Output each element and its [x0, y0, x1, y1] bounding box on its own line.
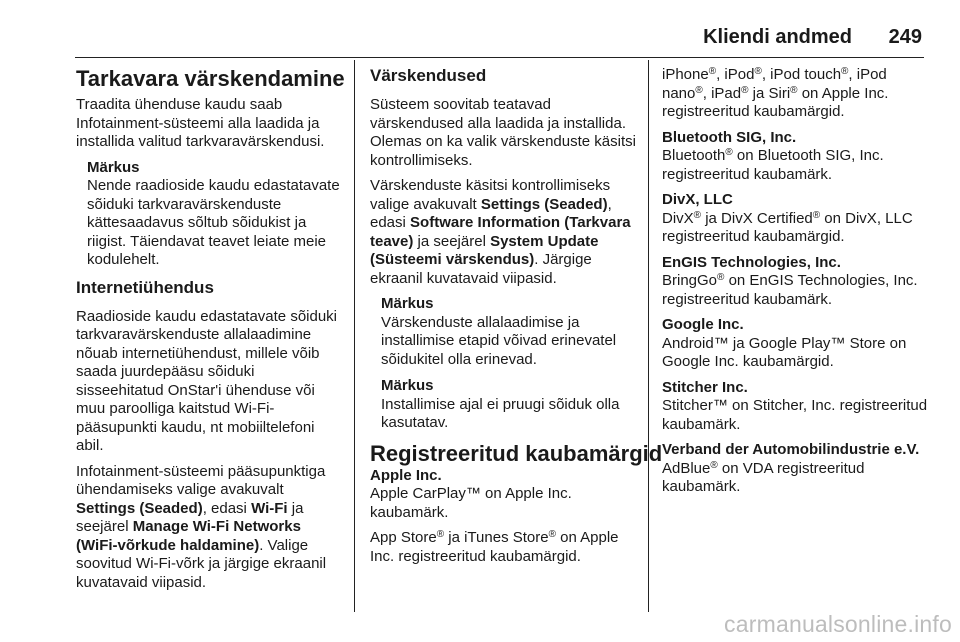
- text: ja seejärel: [76, 499, 304, 535]
- menu-path-wifi: Wi-Fi: [251, 499, 288, 517]
- brand-title-bluetooth: Bluetooth SIG, Inc.: [662, 128, 797, 146]
- internet-paragraph: Raadioside kaudu edastatavate sõiduki tarkvaravärskenduste allalaadimine nõuab internetiühendust, millele võib saada juurdepääsu sõiduki sisseehitatud OnStar'i ühenduse või muu paroolliga kaitstud Wi-Fi-pääsupunkti kaudu, nt mobiiltelefoni abil.: [76, 307, 338, 454]
- text: on EnGIS Technologies, Inc. registreeritud kaubamärk.: [662, 272, 918, 308]
- divx-text: [662, 210, 930, 247]
- reg-mark: ®: [717, 272, 725, 283]
- engis-text: [662, 272, 930, 309]
- header-rule: [75, 57, 924, 58]
- column-divider-2: [648, 60, 649, 612]
- vda-text: [662, 460, 930, 497]
- section-title-trademarks: Registreeritud kaubamärgid: [370, 440, 663, 466]
- brand-title-google: Google Inc.: [662, 316, 744, 333]
- subsection-title-updates: Värskendused: [370, 66, 487, 85]
- reg-mark: ®: [812, 209, 821, 221]
- brand-block-vda: [662, 441, 930, 497]
- text: Bluetooth: [662, 147, 726, 164]
- text: AdBlue: [662, 459, 711, 477]
- bluetooth-text: [662, 147, 930, 184]
- page-number: 249: [888, 26, 922, 48]
- text: , iPod nano: [662, 66, 887, 102]
- text: , iPad: [702, 84, 742, 102]
- text: iPhone: [662, 66, 709, 83]
- stitcher-text: Stitcher™ on Stitcher, Inc. registreeritud kaubamärk.: [662, 397, 928, 433]
- reg-mark: ®: [693, 209, 702, 221]
- reg-mark: ®: [754, 66, 762, 77]
- reg-mark: ®: [841, 66, 849, 77]
- text: . Järgige ekraanil kuvatavaid viipasid.: [370, 251, 592, 287]
- updates-paragraph: Süsteem soovitab teatavad värskendused alla laadida ja installida. Olemas on ka valik värskenduste käsitsi kontrollimiseks.: [370, 96, 636, 169]
- note-label: Märkus: [381, 295, 434, 312]
- header-title: Kliendi andmed: [703, 26, 852, 48]
- text: Värskenduste käsitsi kontrollimiseks valige avakuvalt: [370, 177, 611, 213]
- brand-block-engis: [662, 254, 930, 310]
- reg-mark: ®: [708, 66, 717, 77]
- reg-mark: ®: [695, 84, 703, 96]
- text: on Bluetooth SIG, Inc. registreeritud kaubamärk.: [662, 147, 884, 183]
- brand-title-engis: EnGIS Technologies, Inc.: [662, 253, 841, 271]
- menu-path-system-update: System Update (Süsteemi värskendus): [370, 232, 599, 268]
- google-text: Android™ ja Google Play™ Store on Google Inc. kaubamärgid.: [662, 334, 907, 370]
- reg-mark: ®: [436, 529, 445, 540]
- note-text: Värskenduste allalaadimise ja installimise etapid võivad erinevatel sõidukitel olla erinevad.: [381, 313, 617, 368]
- brand-title-vda: Verband der Automobilindustrie e.V.: [662, 441, 920, 458]
- text: ja Siri: [748, 84, 791, 102]
- note-block: [381, 295, 638, 369]
- menu-path-software-info: Software Information (Tarkvara teave): [370, 214, 631, 250]
- page-header: [0, 0, 960, 66]
- column-1: [76, 66, 346, 599]
- menu-path-settings: Settings (Seaded): [76, 499, 203, 517]
- reg-mark: ®: [741, 84, 749, 96]
- manual-check-paragraph: [370, 177, 638, 288]
- apple-carplay-text: Apple CarPlay™ on Apple Inc. kaubamärk.: [370, 485, 572, 521]
- brand-title-stitcher: Stitcher Inc.: [662, 378, 748, 396]
- text: on Apple Inc. registreeritud kaubamärgid.: [370, 529, 619, 565]
- note-label: Märkus: [87, 158, 140, 176]
- column-3: [662, 66, 930, 504]
- text: ja iTunes Store: [444, 529, 549, 546]
- intro-paragraph: Traadita ühenduse kaudu saab Infotainment-süsteemi alla laadida ja installida valitud tarkvaravärskendusi.: [76, 96, 325, 150]
- text: on VDA registreeritud kaubamärk.: [662, 459, 865, 495]
- text: App Store: [370, 529, 437, 546]
- note-text: Installimise ajal ei pruugi sõiduk olla kasutatav.: [381, 395, 620, 431]
- reg-mark: ®: [790, 84, 798, 96]
- text: BringGo: [662, 272, 718, 289]
- menu-path-manage-wifi: Manage Wi-Fi Networks (WiFi-võrkude haldamine): [76, 518, 301, 554]
- text: DivX: [662, 209, 694, 227]
- text: , edasi: [370, 195, 612, 231]
- text: , iPod touch: [761, 66, 842, 83]
- column-2: [370, 66, 663, 573]
- text: on DivX, LLC registreeritud kaubamärgid.: [662, 209, 913, 245]
- text: , edasi: [202, 499, 252, 517]
- reg-mark: ®: [725, 147, 733, 158]
- text: . Valige soovitud Wi-Fi-võrk ja järgige ekraanil kuvatavaid viipasid.: [76, 536, 327, 591]
- apple-store-text: [370, 529, 638, 566]
- text: Infotainment-süsteemi pääsupunktiga ühendamiseks valige avakuvalt: [76, 462, 326, 498]
- note-block: [381, 377, 638, 433]
- text: ja DivX Certified: [701, 209, 813, 227]
- apple-devices-text: [662, 66, 930, 122]
- note-label: Märkus: [381, 377, 434, 394]
- subsection-title-internet: Internetiühendus: [76, 277, 214, 297]
- brand-title-divx: DivX, LLC: [662, 191, 733, 208]
- section-title-software-update: Tarkavara värskendamine: [76, 66, 345, 91]
- watermark: carmanualsonline.info: [724, 611, 952, 637]
- hotspot-paragraph: [76, 463, 346, 593]
- brand-block-stitcher: [662, 379, 930, 435]
- text: , iPod: [716, 66, 755, 83]
- text: on Apple Inc. registreeritud kaubamärgid.: [662, 84, 889, 120]
- text: ja seejärel: [413, 232, 491, 250]
- brand-block-divx: [662, 191, 930, 247]
- menu-path-settings: Settings (Seaded): [480, 195, 608, 213]
- brand-block-google: [662, 316, 930, 372]
- reg-mark: ®: [548, 529, 556, 540]
- column-divider-1: [354, 60, 355, 612]
- brand-title-apple: Apple Inc.: [370, 466, 442, 484]
- note-block: [87, 159, 346, 270]
- reg-mark: ®: [710, 459, 718, 471]
- brand-block-bluetooth: [662, 129, 930, 185]
- note-text: Nende raadioside kaudu edastatavate sõiduki tarkvaravärskenduste kättesaadavus sõltub sõidukist ja riigist. Täiendavat teavet leiate meie kodulehelt.: [87, 177, 340, 268]
